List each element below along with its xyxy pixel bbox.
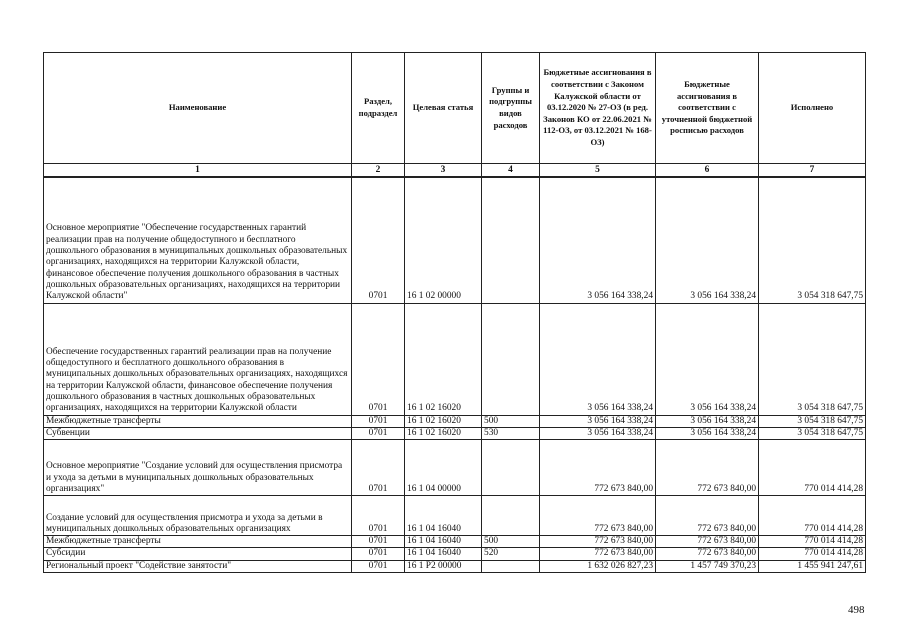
page-number: 498: [848, 604, 865, 616]
table-body: [44, 177, 866, 572]
row-name: Межбюджетные трансферты: [44, 536, 352, 548]
row-plan-amount: 3 056 164 338,24: [656, 177, 759, 303]
row-group: [482, 440, 540, 496]
header-law-allocations: Бюджетные ассигнования в соответствии с Законом Калужской области от 03.12.2020 № 27-ОЗ (в ред. Законов КО от 22.06.2021 № 112-ОЗ, от 03.12.2021 № 168-ОЗ): [540, 53, 656, 164]
column-number: 2: [352, 164, 405, 178]
row-plan-amount: 772 673 840,00: [656, 548, 759, 560]
table-header: [44, 53, 866, 178]
row-group: 530: [482, 427, 540, 439]
row-executed-amount: 3 054 318 647,75: [759, 415, 866, 427]
column-number: 4: [482, 164, 540, 178]
row-group: [482, 560, 540, 572]
header-executed: Исполнено: [759, 53, 866, 164]
row-section: 0701: [352, 536, 405, 548]
row-article: 16 1 04 16040: [405, 496, 482, 536]
row-plan-amount: 3 056 164 338,24: [656, 427, 759, 439]
row-name: Субвенции: [44, 427, 352, 439]
row-name: Основное мероприятие "Обеспечение государственных гарантий реализации прав на получение общедоступного и бесплатного дошкольного образования в муниципальных дошкольных образовательных организациях, находящихся на территории Калужской области, финансовое обеспечение получения дошкольного образования в частных дошкольных образовательных организациях, находящихся на территории Калужской области": [44, 177, 352, 303]
budget-table: [43, 52, 866, 573]
row-name: Межбюджетные трансферты: [44, 415, 352, 427]
row-law-amount: 3 056 164 338,24: [540, 415, 656, 427]
row-law-amount: 772 673 840,00: [540, 440, 656, 496]
table-row: [44, 427, 866, 439]
row-article: 16 1 02 00000: [405, 177, 482, 303]
table-row: [44, 548, 866, 560]
header-name: Наименование: [44, 53, 352, 164]
table-row: [44, 560, 866, 572]
table-row: [44, 415, 866, 427]
row-plan-amount: 772 673 840,00: [656, 496, 759, 536]
table-row: [44, 496, 866, 536]
row-executed-amount: 3 054 318 647,75: [759, 427, 866, 439]
row-law-amount: 772 673 840,00: [540, 548, 656, 560]
row-executed-amount: 770 014 414,28: [759, 536, 866, 548]
row-executed-amount: 1 455 941 247,61: [759, 560, 866, 572]
row-executed-amount: 3 054 318 647,75: [759, 303, 866, 415]
header-section: Раздел, подраздел: [352, 53, 405, 164]
row-executed-amount: 770 014 414,28: [759, 440, 866, 496]
row-law-amount: 3 056 164 338,24: [540, 303, 656, 415]
row-name: Субсидии: [44, 548, 352, 560]
row-group: 500: [482, 536, 540, 548]
table-row: [44, 440, 866, 496]
table-row: [44, 303, 866, 415]
column-number: 1: [44, 164, 352, 178]
row-plan-amount: 1 457 749 370,23: [656, 560, 759, 572]
row-law-amount: 1 632 026 827,23: [540, 560, 656, 572]
row-name: Региональный проект "Содействие занятости": [44, 560, 352, 572]
row-plan-amount: 3 056 164 338,24: [656, 415, 759, 427]
row-section: 0701: [352, 560, 405, 572]
column-number-row: [44, 164, 866, 178]
row-group: [482, 177, 540, 303]
column-number: 6: [656, 164, 759, 178]
row-name: Основное мероприятие "Создание условий для осуществления присмотра и ухода за детьми в муниципальных дошкольных образовательных организациях": [44, 440, 352, 496]
row-section: 0701: [352, 303, 405, 415]
row-article: 16 1 04 16040: [405, 536, 482, 548]
row-group: [482, 303, 540, 415]
row-section: 0701: [352, 427, 405, 439]
row-group: 500: [482, 415, 540, 427]
row-name: Создание условий для осуществления присмотра и ухода за детьми в муниципальных дошкольных образовательных организациях: [44, 496, 352, 536]
row-law-amount: 772 673 840,00: [540, 536, 656, 548]
row-article: 16 1 04 16040: [405, 548, 482, 560]
table-row: [44, 177, 866, 303]
table-row: [44, 536, 866, 548]
row-executed-amount: 770 014 414,28: [759, 548, 866, 560]
column-number: 3: [405, 164, 482, 178]
column-number: 5: [540, 164, 656, 178]
row-article: 16 1 02 16020: [405, 415, 482, 427]
row-article: 16 1 02 16020: [405, 303, 482, 415]
row-section: 0701: [352, 415, 405, 427]
column-number: 7: [759, 164, 866, 178]
row-executed-amount: 3 054 318 647,75: [759, 177, 866, 303]
row-section: 0701: [352, 177, 405, 303]
row-group: [482, 496, 540, 536]
row-section: 0701: [352, 548, 405, 560]
row-name: Обеспечение государственных гарантий реализации прав на получение общедоступного и бесплатного дошкольного образования в муниципальных дошкольных образовательных организациях, находящихся на территории Калужской области, финансовое обеспечение получения дошкольного образования в частных дошкольных образовательных организациях, находящихся на территории Калужской области: [44, 303, 352, 415]
row-law-amount: 3 056 164 338,24: [540, 177, 656, 303]
row-plan-amount: 772 673 840,00: [656, 440, 759, 496]
row-law-amount: 3 056 164 338,24: [540, 427, 656, 439]
row-article: 16 1 02 16020: [405, 427, 482, 439]
header-group: Группы и подгруппы видов расходов: [482, 53, 540, 164]
row-section: 0701: [352, 496, 405, 536]
row-law-amount: 772 673 840,00: [540, 496, 656, 536]
row-plan-amount: 772 673 840,00: [656, 536, 759, 548]
row-article: 16 1 04 00000: [405, 440, 482, 496]
row-executed-amount: 770 014 414,28: [759, 496, 866, 536]
row-section: 0701: [352, 440, 405, 496]
row-plan-amount: 3 056 164 338,24: [656, 303, 759, 415]
row-article: 16 1 P2 00000: [405, 560, 482, 572]
header-plan-allocations: Бюджетные ассигнования в соответствии с уточненной бюджетной росписью расходов: [656, 53, 759, 164]
header-article: Целевая статья: [405, 53, 482, 164]
row-group: 520: [482, 548, 540, 560]
